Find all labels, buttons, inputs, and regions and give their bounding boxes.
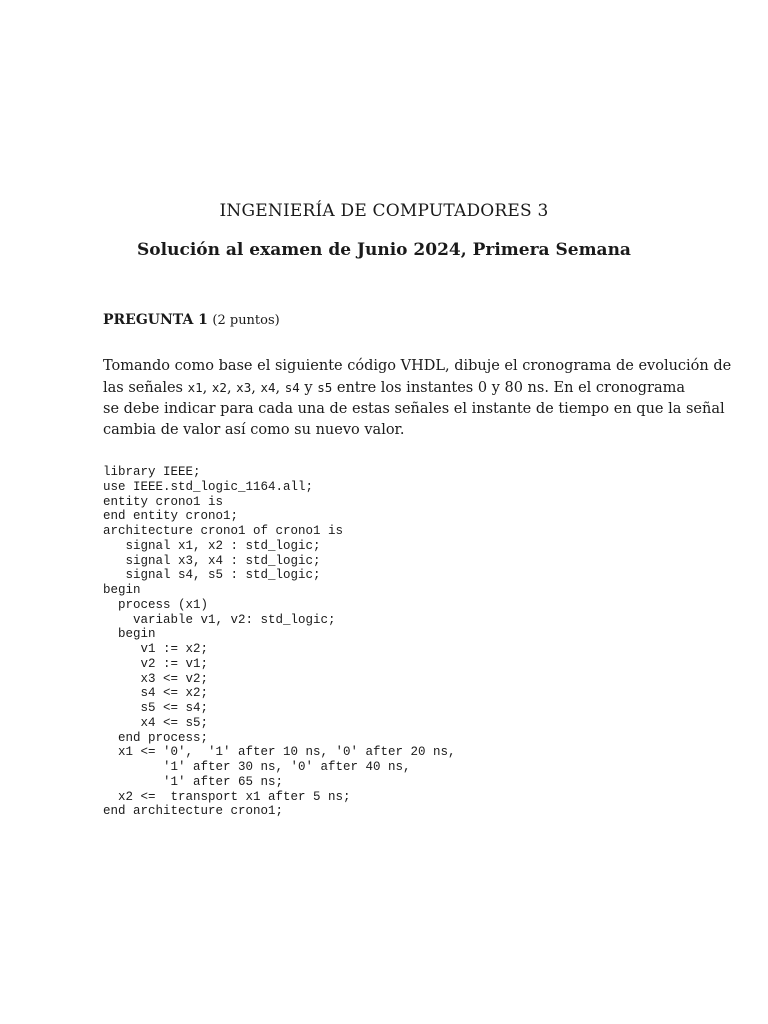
code-line: library IEEE; — [103, 465, 201, 479]
statement-separator: , — [202, 380, 212, 396]
code-line: s5 <= s4; — [103, 701, 209, 715]
code-line: '1' after 30 ns, '0' after 40 ns, — [103, 760, 411, 774]
code-line: v1 := x2; — [103, 642, 209, 656]
code-line: x1 <= '0', '1' after 10 ns, '0' after 20 ns, — [103, 745, 456, 760]
code-line: signal x3, x4 : std_logic; — [103, 553, 321, 568]
document-subtitle: Solución al examen de Junio 2024, Primera Semana — [137, 240, 631, 260]
document-title: INGENIERÍA DE COMPUTADORES 3 — [219, 201, 549, 221]
signal-name: x1 — [187, 380, 203, 395]
signal-name: x2 — [211, 380, 227, 395]
code-line: process (x1) — [103, 597, 209, 612]
statement-separator: , — [275, 380, 285, 396]
statement-separator: , — [251, 380, 261, 396]
signal-name: x3 — [236, 380, 252, 395]
code-line: s4 <= x2; — [103, 686, 209, 701]
code-line: v2 := v1; — [103, 656, 209, 671]
code-line: variable v1, v2: std_logic; — [103, 612, 336, 627]
vhdl-code-block — [103, 465, 456, 819]
code-line: use IEEE.std_logic_1164.all; — [103, 479, 314, 494]
code-line: end process; — [103, 730, 209, 745]
question-label: PREGUNTA 1 — [103, 312, 208, 328]
signal-name: s5 — [317, 380, 333, 395]
signal-name: x4 — [260, 380, 276, 395]
code-line: end entity crono1; — [103, 509, 239, 524]
code-line: end architecture crono1; — [103, 804, 284, 819]
code-line: '1' after 65 ns; — [103, 774, 284, 789]
question-heading — [103, 312, 280, 328]
code-line: x2 <= transport x1 after 5 ns; — [103, 789, 351, 804]
code-line: begin — [103, 627, 156, 642]
code-line: entity crono1 is — [103, 494, 224, 509]
code-line: signal s4, s5 : std_logic; — [103, 568, 321, 583]
statement-line-4: cambia de valor así como su nuevo valor. — [103, 422, 405, 438]
question-points: (2 puntos) — [212, 313, 280, 328]
question-statement — [103, 356, 732, 441]
statement-line-3: se debe indicar para cada una de estas señales el instante de tiempo en que la señal — [103, 401, 725, 417]
signal-name: s4 — [284, 380, 300, 395]
statement-separator: y — [299, 380, 318, 396]
code-line: x3 <= v2; — [103, 671, 209, 686]
code-line: signal x1, x2 : std_logic; — [103, 538, 321, 553]
statement-line-2 — [103, 377, 686, 399]
statement-text: las señales — [103, 380, 188, 396]
code-line: architecture crono1 of crono1 is — [103, 524, 344, 538]
statement-line-1: Tomando como base el siguiente código VHDL, dibuje el cronograma de evolución de — [103, 358, 732, 374]
code-line: x4 <= s5; — [103, 715, 209, 730]
code-line: begin — [103, 583, 141, 597]
statement-text: entre los instantes 0 y 80 ns. En el cronograma — [332, 380, 686, 396]
statement-separator: , — [226, 380, 237, 396]
